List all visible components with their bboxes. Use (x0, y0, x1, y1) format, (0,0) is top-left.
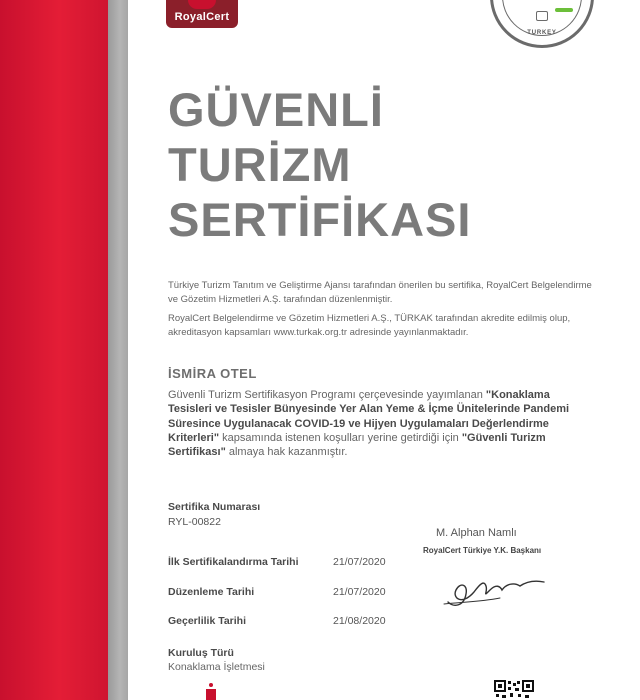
signer-name: M. Alphan Namlı (436, 527, 517, 539)
gray-side-band (108, 0, 128, 700)
title-line-3: SERTİFİKASI (168, 193, 472, 246)
logo-text: RoyalCert (174, 11, 230, 23)
red-side-band (0, 0, 108, 700)
issue-date-value: 21/07/2020 (333, 586, 386, 598)
hotel-name: İSMİRA OTEL (168, 366, 257, 381)
intro-paragraph-2: RoyalCert Belgelendirme ve Gözetim Hizmetleri A.Ş., TÜRKAK tarafından akredite edilmiş olup, akreditasyon kapsamları www.turkak.org.tr adresinde yayınlanmaktadır. (168, 313, 571, 338)
royalcert-logo (166, 0, 238, 28)
first-cert-date-label: İlk Sertifikalandırma Tarihi (168, 556, 299, 568)
cert-number-label: Sertifika Numarası (168, 501, 261, 513)
first-cert-date-value: 21/07/2020 (333, 556, 386, 568)
qr-code-icon (494, 680, 534, 700)
safe-tourism-seal (490, 0, 594, 48)
statement-cert-name: "Güvenli Turizm Sertifikası" (168, 431, 546, 459)
certificate-title (168, 82, 471, 247)
statement-part-3: almaya hak kazanmıştır. (225, 446, 348, 459)
seal-emblem-icon (536, 11, 548, 21)
org-type-value: Konaklama İşletmesi (168, 661, 265, 673)
cert-number-value: RYL-00822 (168, 516, 221, 528)
signer-title: RoyalCert Türkiye Y.K. Başkanı (423, 546, 542, 555)
certificate-statement (168, 388, 588, 459)
issue-date-label: Düzenleme Tarihi (168, 586, 255, 598)
statement-criteria: "Konaklama Tesisleri ve Tesisler Bünyesinde Yer Alan Yeme & İçme Ünitelerinde Pandemi Süresince Uygulanacak COVID-19 ve Hijyen Uygulamaları Değerlendirme Kriterleri" (168, 389, 570, 444)
title-line-1: GÜVENLİ (168, 83, 384, 136)
validity-date-label: Geçerlilik Tarihi (168, 615, 247, 627)
intro-paragraph-1: Türkiye Turizm Tanıtım ve Geliştirme Ajansı tarafından önerilen bu sertifika, RoyalCert Belgelendirme ve Gözetim Hizmetleri A.Ş. tarafından düzenlenmiştir. (168, 280, 592, 305)
statement-part-1: Güvenli Turizm Sertifikasyon Programı çerçevesinde yayımlanan (168, 389, 486, 401)
title-line-2: TURİZM (168, 138, 352, 191)
seal-country-text: TURKEY (527, 30, 557, 36)
validity-date-value: 21/08/2020 (333, 615, 386, 627)
bottom-logo-icon (204, 682, 218, 700)
seal-green-mark (555, 8, 573, 12)
signature-icon (440, 562, 550, 612)
statement-part-2: kapsamında istenen koşulları yerine getirdiği için (219, 431, 462, 444)
org-type-label: Kuruluş Türü (168, 647, 234, 659)
